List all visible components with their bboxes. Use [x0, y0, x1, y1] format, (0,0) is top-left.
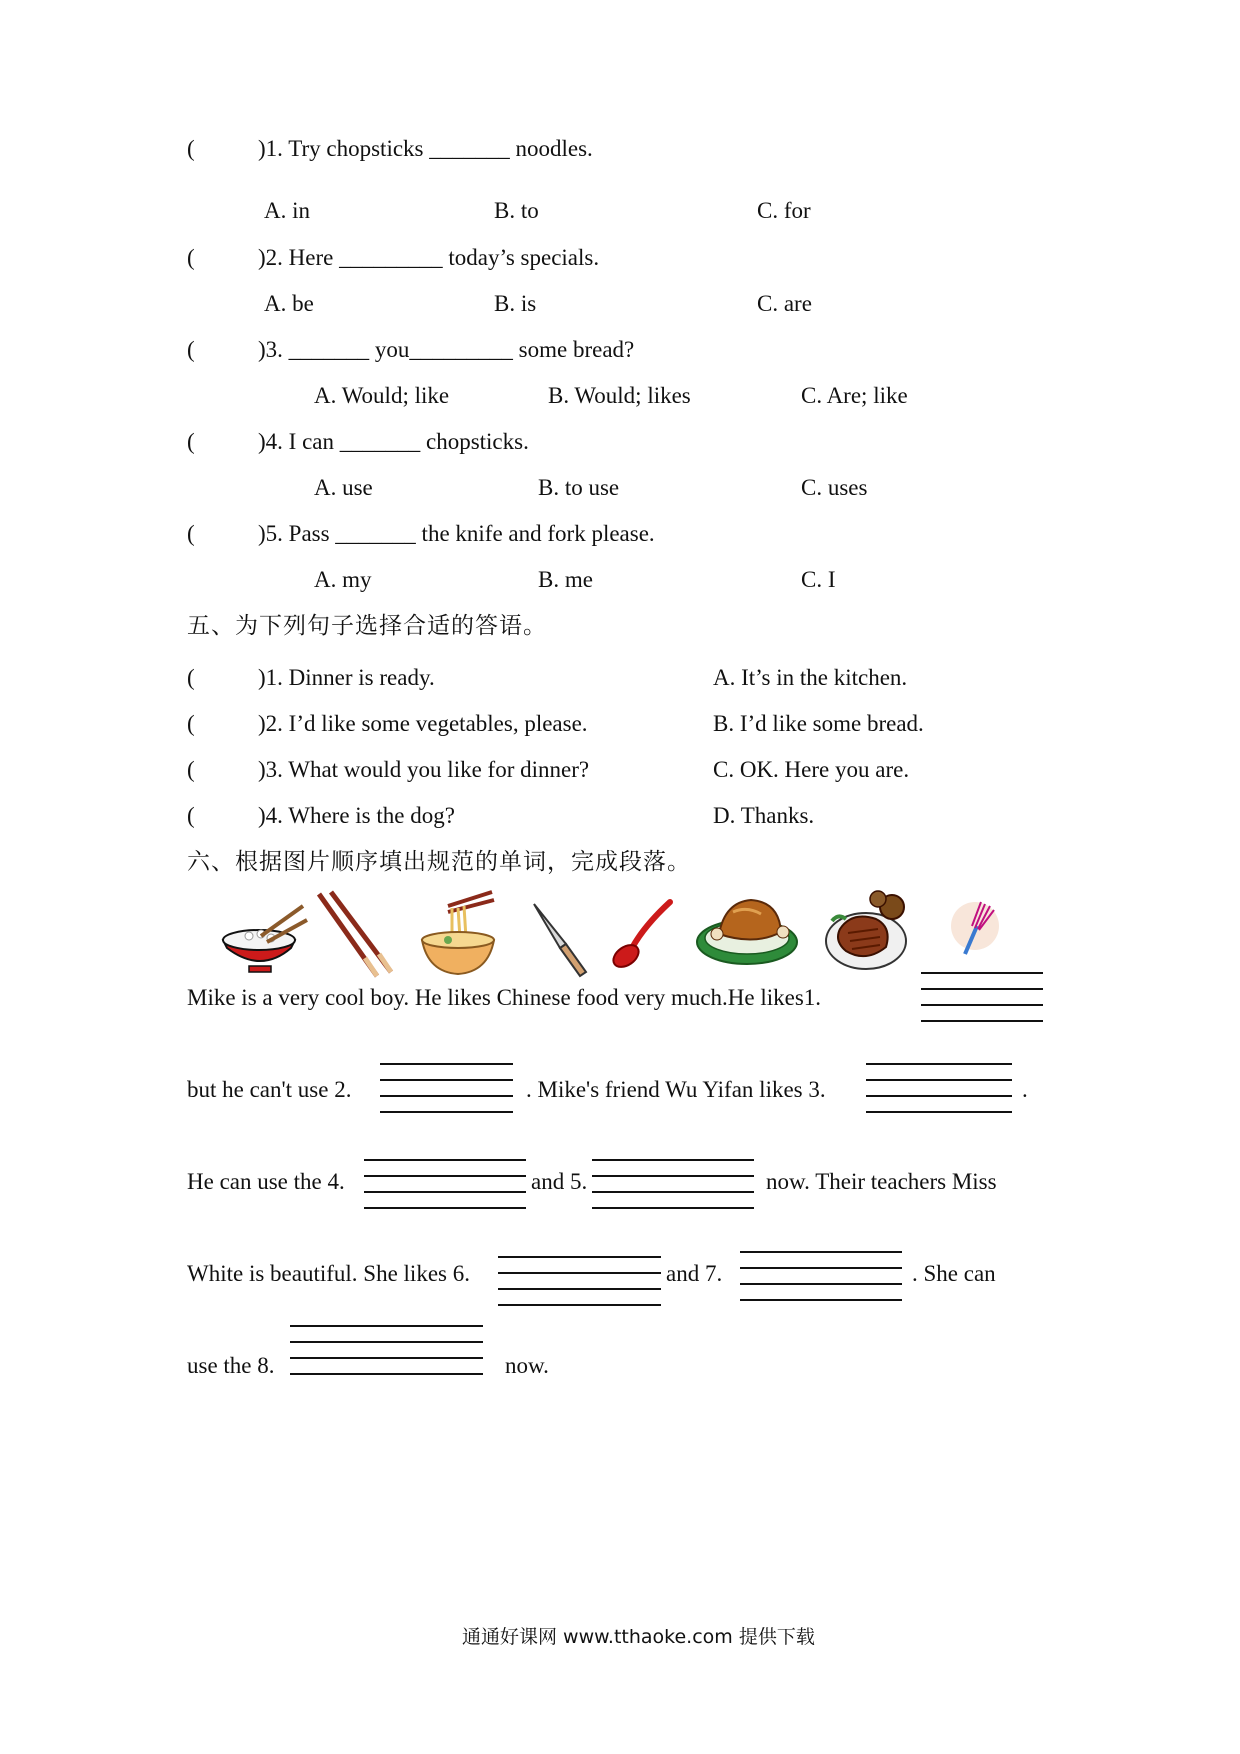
steak-icon — [822, 885, 908, 975]
chopsticks-icon — [315, 890, 395, 980]
option-c: C. I — [801, 567, 836, 592]
answer-paren: ( — [187, 665, 195, 690]
option-a: A. use — [314, 475, 373, 500]
paragraph-line-5a: use the 8. — [187, 1353, 275, 1378]
option-a: A. my — [314, 567, 372, 592]
option-b: B. me — [538, 567, 593, 592]
question-stem: )4. Where is the dog? — [258, 803, 455, 828]
option-a: A. be — [264, 291, 314, 316]
question-stem: )5. Pass _______ the knife and fork please. — [258, 521, 655, 546]
answer-choice: A. It’s in the kitchen. — [713, 665, 908, 690]
question-stem: )2. I’d like some vegetables, please. — [258, 711, 588, 736]
question-stem: )3. What would you like for dinner? — [258, 757, 590, 782]
answer-choice: B. I’d like some bread. — [713, 711, 924, 736]
question-stem: )4. I can _______ chopsticks. — [258, 429, 529, 454]
option-a: A. in — [264, 198, 310, 223]
blank-6[interactable] — [498, 1256, 661, 1306]
blank-5[interactable] — [592, 1159, 754, 1209]
paragraph-line-2a: but he can't use 2. — [187, 1077, 352, 1102]
question-stem: )1. Dinner is ready. — [258, 665, 435, 690]
part6-heading: 六、根据图片顺序填出规范的单词，完成段落。 — [187, 849, 691, 875]
paragraph-line-4a: White is beautiful. She likes 6. — [187, 1261, 470, 1286]
footer-credit: 通通好课网 www.tthaoke.com 提供下载 — [462, 1626, 815, 1648]
option-c: C. are — [757, 291, 812, 316]
noodles-icon — [418, 888, 498, 978]
paragraph-line-1: Mike is a very cool boy. He likes Chinese food very much.He likes1. — [187, 985, 822, 1010]
blank-8[interactable] — [290, 1325, 483, 1375]
paragraph-line-4c: . She can — [912, 1261, 996, 1286]
fork-icon — [945, 892, 1005, 972]
part5-heading: 五、为下列句子选择合适的答语。 — [187, 613, 547, 639]
option-b: B. to — [494, 198, 539, 223]
paragraph-line-4b: and 7. — [666, 1261, 723, 1286]
chicken-icon — [695, 888, 799, 974]
paragraph-line-2c: . — [1022, 1077, 1028, 1102]
answer-paren: ( — [187, 136, 195, 161]
rice-bowl-icon — [213, 900, 309, 976]
answer-choice: D. Thanks. — [713, 803, 815, 828]
paragraph-line-5b: now. — [505, 1353, 549, 1378]
option-c: C. Are; like — [801, 383, 908, 408]
blank-3[interactable] — [866, 1063, 1012, 1113]
answer-paren: ( — [187, 429, 195, 454]
answer-paren: ( — [187, 245, 195, 270]
spoon-icon — [610, 898, 674, 978]
option-c: C. uses — [801, 475, 868, 500]
paragraph-line-2b: . Mike's friend Wu Yifan likes 3. — [526, 1077, 826, 1102]
option-b: B. Would; likes — [548, 383, 691, 408]
option-b: B. to use — [538, 475, 620, 500]
question-stem: )3. _______ you_________ some bread? — [258, 337, 635, 362]
blank-1[interactable] — [921, 972, 1043, 1022]
option-b: B. is — [494, 291, 537, 316]
answer-paren: ( — [187, 337, 195, 362]
option-c: C. for — [757, 198, 811, 223]
knife-icon — [530, 900, 590, 980]
answer-paren: ( — [187, 711, 195, 736]
option-a: A. Would; like — [314, 383, 450, 408]
blank-2[interactable] — [380, 1063, 513, 1113]
answer-paren: ( — [187, 521, 195, 546]
question-stem: )1. Try chopsticks _______ noodles. — [258, 136, 593, 161]
paragraph-line-3c: now. Their teachers Miss — [766, 1169, 997, 1194]
answer-paren: ( — [187, 757, 195, 782]
paragraph-line-3b: and 5. — [531, 1169, 588, 1194]
answer-paren: ( — [187, 803, 195, 828]
paragraph-line-3a: He can use the 4. — [187, 1169, 345, 1194]
blank-7[interactable] — [740, 1251, 902, 1301]
blank-4[interactable] — [364, 1159, 526, 1209]
question-stem: )2. Here _________ today’s specials. — [258, 245, 600, 270]
answer-choice: C. OK. Here you are. — [713, 757, 910, 782]
